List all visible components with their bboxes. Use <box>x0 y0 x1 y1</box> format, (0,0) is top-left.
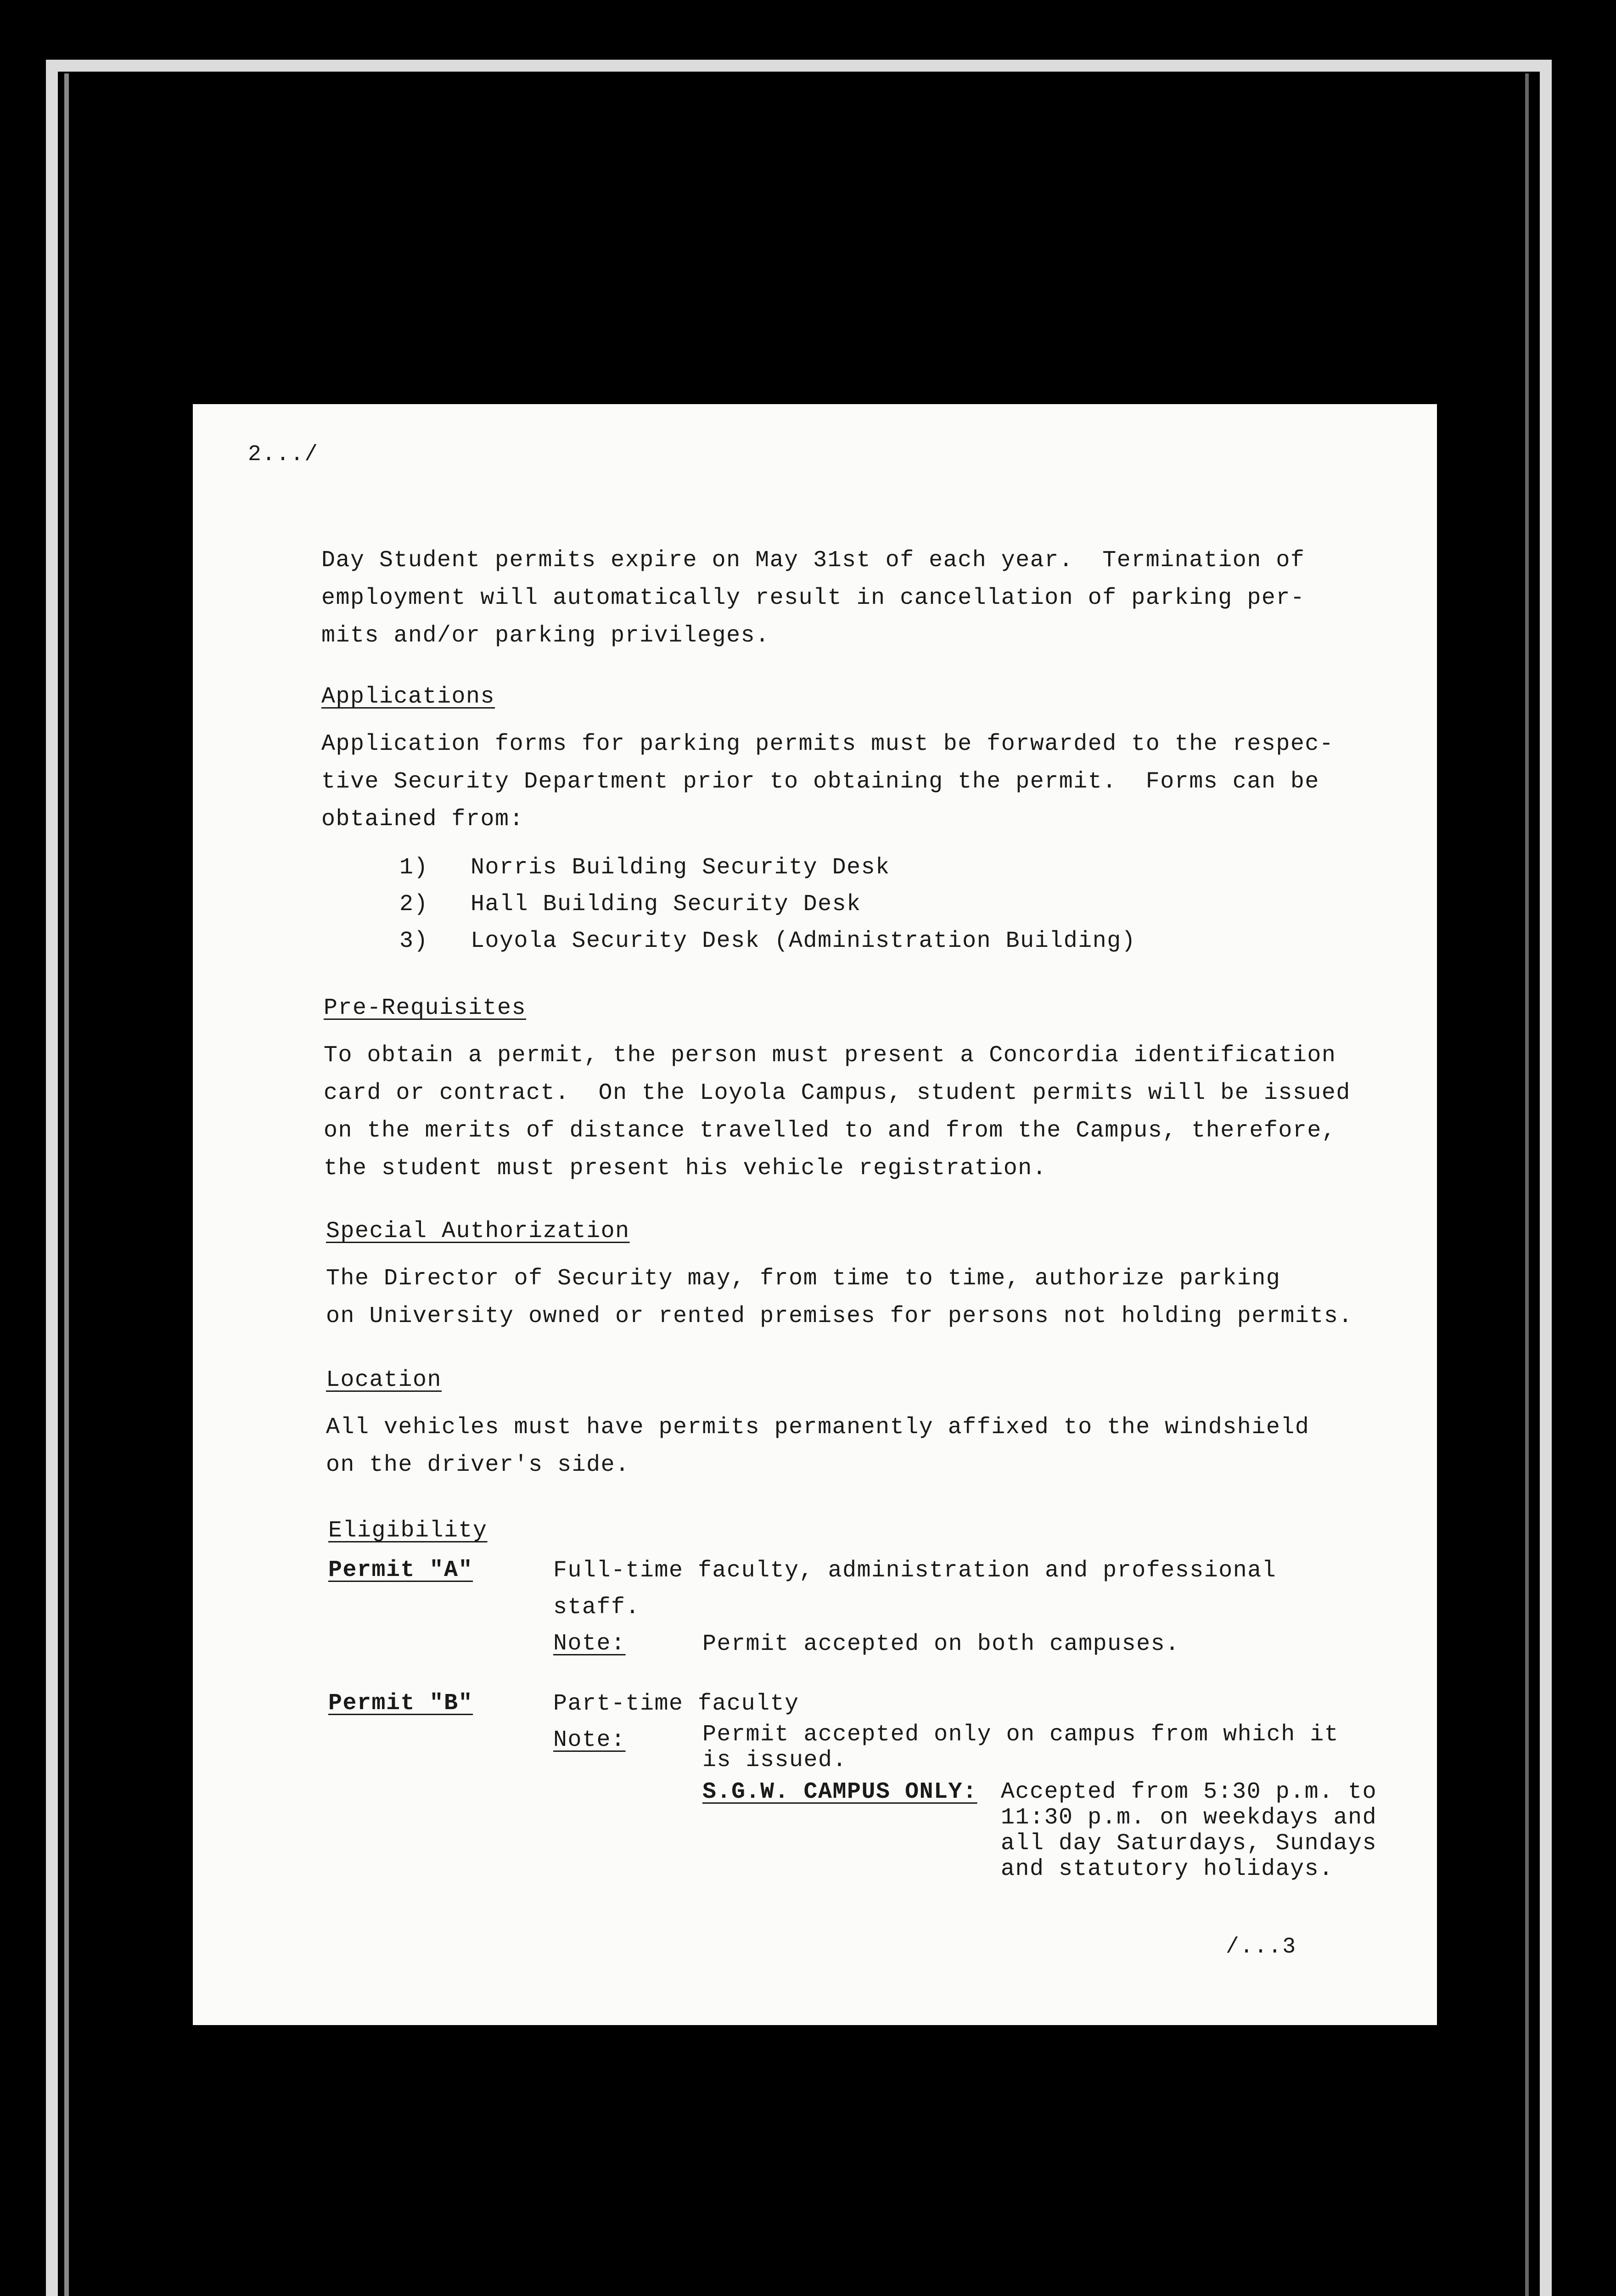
list-item: Hall Building Security Desk <box>471 891 861 917</box>
text-line: Full-time faculty, administration and professional <box>553 1558 1277 1584</box>
sgw-campus-label: S.G.W. CAMPUS ONLY: <box>702 1779 977 1805</box>
document-page <box>193 404 1437 2025</box>
heading-location: Location <box>326 1367 442 1393</box>
text-line: the student must present his vehicle registration. <box>324 1155 1047 1182</box>
text-line: Part-time faculty <box>553 1691 799 1717</box>
text-line: Accepted from 5:30 p.m. to <box>1001 1779 1377 1805</box>
text-line: all day Saturdays, Sundays <box>1001 1830 1377 1857</box>
text-line: on University owned or rented premises for persons not holding permits. <box>326 1303 1353 1329</box>
text-line: Application forms for parking permits must be forwarded to the respec- <box>321 731 1334 757</box>
text-line: staff. <box>553 1594 640 1621</box>
text-line: To obtain a permit, the person must present a Concordia identification <box>324 1042 1336 1069</box>
page-marker: 2.../ <box>248 442 319 467</box>
heading-special-authorization: Special Authorization <box>326 1218 630 1244</box>
text-line: card or contract. On the Loyola Campus, student permits will be issued <box>324 1080 1351 1106</box>
text-line: on the merits of distance travelled to and from the Campus, therefore, <box>324 1118 1336 1144</box>
heading-eligibility: Eligibility <box>328 1518 488 1544</box>
list-item: Norris Building Security Desk <box>471 855 890 881</box>
note-label: Note: <box>553 1631 626 1657</box>
text-line: and statutory holidays. <box>1001 1856 1334 1882</box>
text-line: obtained from: <box>321 806 524 833</box>
text-line: mits and/or parking privileges. <box>321 623 770 649</box>
text-line: on the driver's side. <box>326 1452 630 1478</box>
list-number: 3) <box>399 928 429 954</box>
heading-applications: Applications <box>321 684 495 710</box>
text-line: Day Student permits expire on May 31st of each year. Termination of <box>321 547 1305 574</box>
continuation-marker: /...3 <box>1226 1935 1297 1959</box>
text-line: All vehicles must have permits permanently affixed to the windshield <box>326 1414 1310 1441</box>
list-item: Loyola Security Desk (Administration Building) <box>471 928 1136 954</box>
note-label: Note: <box>553 1727 626 1753</box>
list-number: 2) <box>399 891 429 917</box>
text-line: is issued. <box>702 1747 847 1773</box>
text-line: employment will automatically result in cancellation of parking per- <box>321 585 1305 611</box>
heading-prerequisites: Pre-Requisites <box>324 995 527 1021</box>
text-line: 11:30 p.m. on weekdays and <box>1001 1805 1377 1831</box>
text-line: tive Security Department prior to obtaining the permit. Forms can be <box>321 769 1319 795</box>
text-line: Permit accepted only on campus from which it <box>702 1722 1339 1748</box>
permit-b-label: Permit "B" <box>328 1690 473 1716</box>
list-number: 1) <box>399 855 429 881</box>
text-line: The Director of Security may, from time to time, authorize parking <box>326 1266 1281 1292</box>
permit-a-label: Permit "A" <box>328 1557 473 1583</box>
note-text: Permit accepted on both campuses. <box>702 1631 1180 1657</box>
